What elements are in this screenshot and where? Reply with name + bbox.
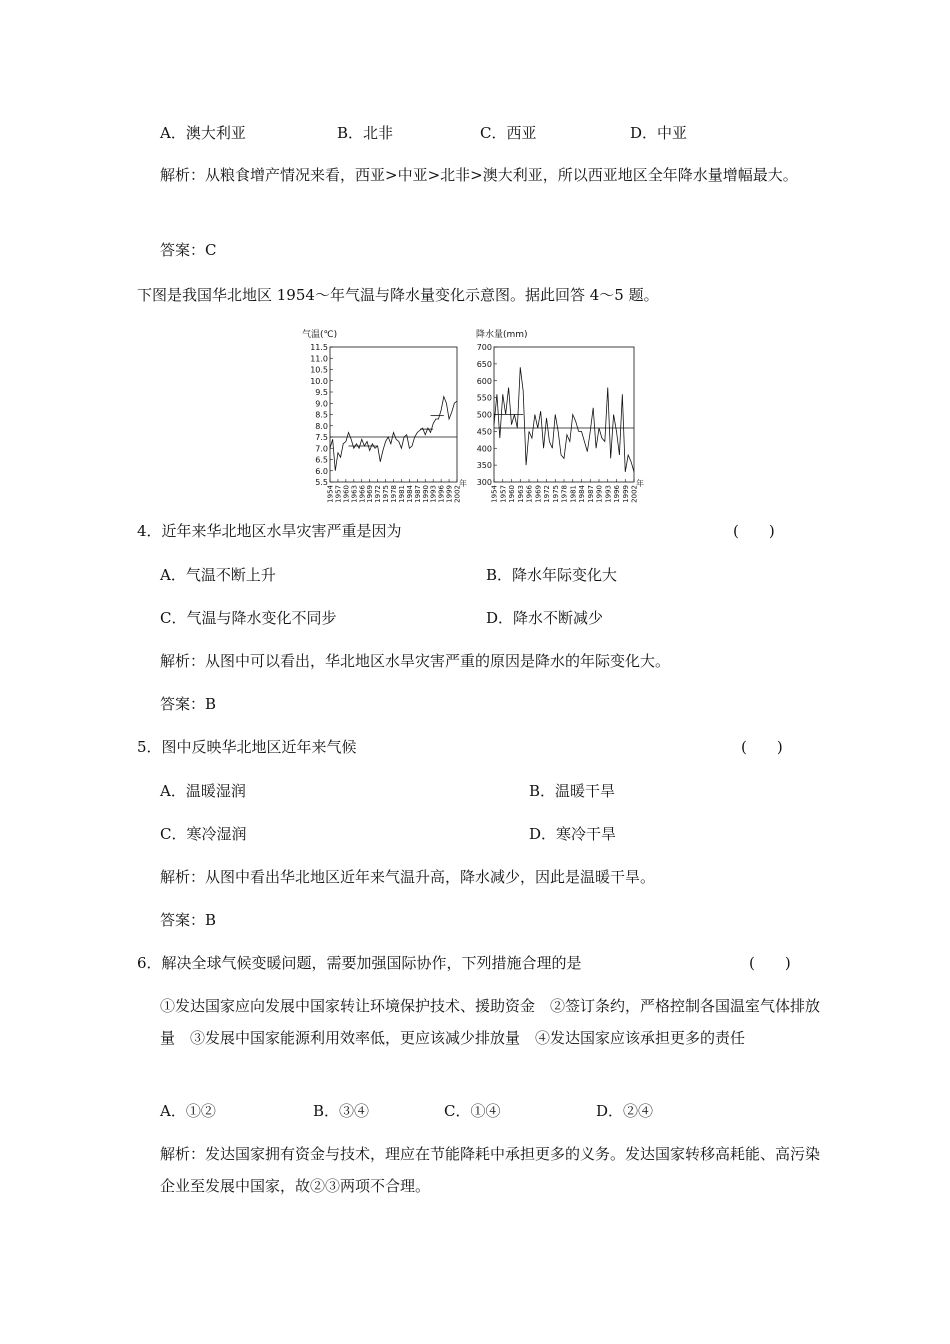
temperature-x-tick-label: 1999	[445, 485, 454, 503]
precipitation-chart	[476, 328, 644, 503]
temperature-x-tick-label: 1996	[437, 485, 446, 503]
temperature-x-tick-label: 1972	[374, 485, 383, 503]
temperature-y-tick-label: 11.5	[310, 343, 328, 352]
precipitation-y-tick-label: 550	[476, 393, 492, 403]
q4-stem: 4．近年来华北地区水旱灾害严重是因为	[137, 522, 402, 540]
temperature-x-tick-label: 1960	[342, 485, 351, 503]
q4-analysis: 解析：从图中可以看出，华北地区水旱灾害严重的原因是降水的年际变化大。	[160, 652, 671, 670]
temperature-y-tick-label: 11.0	[310, 354, 328, 364]
q5-option-b: B．温暖干旱	[529, 782, 616, 800]
precipitation-y-tick-label: 450	[476, 427, 492, 437]
precipitation-x-tick-label: 1978	[560, 485, 569, 503]
q5-option-d: D．寒冷干旱	[529, 825, 617, 843]
q6-statements: ①发达国家应向发展中国家转让环境保护技术、援助资金 ②签订条约，严格控制各国温室气体排放量 ③发展中国家能源利用效率低，更应该减少排放量 ④发达国家应该承担更多的责任	[160, 997, 821, 1047]
temperature-chart	[302, 328, 467, 503]
q4-answer-bracket: ( )	[733, 522, 775, 540]
precipitation-y-tick-label: 350	[476, 461, 492, 471]
precipitation-x-tick-label: 1993	[604, 485, 613, 503]
precipitation-x-tick-label: 1999	[621, 485, 630, 503]
q3-option-b: B．北非	[337, 124, 394, 142]
precipitation-y-tick-label: 600	[476, 376, 492, 386]
q4-option-d: D．降水不断减少	[486, 609, 604, 627]
precipitation-x-tick-label: 1972	[543, 485, 551, 503]
temperature-year-unit: 年	[459, 479, 467, 488]
temperature-plot-frame	[330, 347, 457, 482]
q3-option-c: C．西亚	[480, 124, 537, 142]
temperature-y-tick-label: 6.0	[315, 466, 328, 476]
temperature-x-tick-label: 1978	[390, 485, 398, 503]
precipitation-y-tick-label: 400	[476, 444, 492, 454]
q5-option-c: C．寒冷湿润	[160, 825, 247, 843]
temperature-x-tick-label: 1954	[326, 485, 335, 503]
precipitation-x-tick-label: 1963	[516, 485, 525, 503]
temperature-y-tick-label: 9.0	[315, 399, 328, 409]
q6-answer-bracket: ( )	[749, 954, 791, 972]
q4-option-b: B．降水年际变化大	[486, 566, 618, 584]
precipitation-x-tick-label: 1975	[551, 485, 560, 503]
temperature-x-tick-label: 1993	[429, 485, 438, 503]
temperature-x-tick-label: 1963	[350, 485, 359, 503]
q3-option-a: A．澳大利亚	[160, 124, 246, 142]
q5-option-a: A．温暖湿润	[160, 782, 246, 800]
q5-stem: 5．图中反映华北地区近年来气候	[137, 738, 357, 756]
q6-option-c: C．①④	[444, 1102, 501, 1120]
q6-analysis: 解析：发达国家拥有资金与技术，理应在节能降耗中承担更多的义务。发达国家转移高耗能、高污染企业至发展中国家，故②③两项不合理。	[160, 1145, 821, 1195]
q4-option-a: A．气温不断上升	[160, 566, 276, 584]
precipitation-series-line	[494, 367, 634, 472]
climate-figure	[290, 325, 670, 515]
temperature-x-tick-label: 1990	[421, 485, 430, 503]
q6-option-b: B．③④	[313, 1102, 370, 1120]
precipitation-x-tick-label: 2002	[630, 485, 639, 503]
q6-option-d: D．②④	[596, 1102, 654, 1120]
figure-intro: 下图是我国华北地区 1954～年气温与降水量变化示意图。据此回答 4～5 题。	[137, 286, 659, 304]
q4-answer: 答案：B	[160, 695, 217, 713]
temperature-x-tick-label: 2002	[453, 485, 462, 503]
q5-analysis: 解析：从图中看出华北地区近年来气温升高，降水减少，因此是温暖干旱。	[160, 868, 656, 886]
temperature-y-tick-label: 7.5	[315, 433, 328, 442]
temperature-axis-label: 气温(℃)	[302, 330, 338, 340]
precipitation-x-tick-label: 1957	[499, 485, 508, 503]
precipitation-x-tick-label: 1990	[595, 485, 604, 503]
temperature-x-tick-label: 1975	[382, 485, 391, 503]
temperature-y-tick-label: 10.5	[310, 365, 328, 375]
q3-analysis: 解析：从粮食增产情况来看，西亚>中亚>北非>澳大利亚，所以西亚地区全年降水量增幅最大。	[160, 166, 798, 184]
temperature-y-tick-label: 6.5	[315, 455, 328, 465]
precipitation-x-tick-label: 1969	[534, 485, 543, 503]
temperature-y-tick-label: 9.5	[315, 388, 328, 397]
q3-answer: 答案：C	[160, 241, 217, 259]
temperature-y-tick-label: 7.0	[315, 444, 328, 454]
temperature-series-line	[330, 397, 457, 471]
precipitation-x-tick-label: 1987	[586, 485, 595, 503]
precipitation-y-tick-label: 300	[476, 478, 492, 487]
precipitation-x-tick-label: 1966	[525, 485, 534, 503]
temperature-x-tick-label: 1969	[366, 485, 375, 503]
temperature-x-tick-label: 1981	[397, 485, 406, 503]
temperature-x-tick-label: 1957	[334, 485, 343, 503]
temperature-y-tick-label: 10.0	[310, 376, 328, 386]
temperature-y-tick-label: 5.5	[315, 478, 328, 487]
q6-option-a: A．①②	[160, 1102, 216, 1120]
precipitation-x-tick-label: 1954	[490, 485, 499, 503]
precipitation-axis-label: 降水量(mm)	[476, 330, 528, 340]
precipitation-y-tick-label: 650	[476, 359, 492, 369]
precipitation-year-unit: 年	[636, 479, 644, 488]
precipitation-x-tick-label: 1960	[508, 485, 516, 503]
q5-answer: 答案：B	[160, 911, 217, 929]
precipitation-y-tick-label: 500	[476, 410, 492, 420]
precipitation-y-tick-label: 700	[476, 343, 492, 352]
precipitation-x-tick-label: 1996	[613, 485, 621, 503]
q6-stem: 6．解决全球气候变暖问题，需要加强国际协作，下列措施合理的是	[137, 954, 582, 972]
precipitation-x-tick-label: 1981	[569, 485, 578, 503]
temperature-x-tick-label: 1984	[405, 485, 414, 503]
temperature-x-tick-label: 1966	[358, 485, 367, 503]
temperature-x-tick-label: 1987	[413, 485, 422, 503]
q5-answer-bracket: ( )	[741, 738, 783, 756]
q3-option-d: D．中亚	[630, 124, 688, 142]
precipitation-x-tick-label: 1984	[578, 485, 586, 503]
temperature-y-tick-label: 8.5	[315, 410, 328, 420]
temperature-y-tick-label: 8.0	[315, 421, 328, 431]
q4-option-c: C．气温与降水变化不同步	[160, 609, 337, 627]
